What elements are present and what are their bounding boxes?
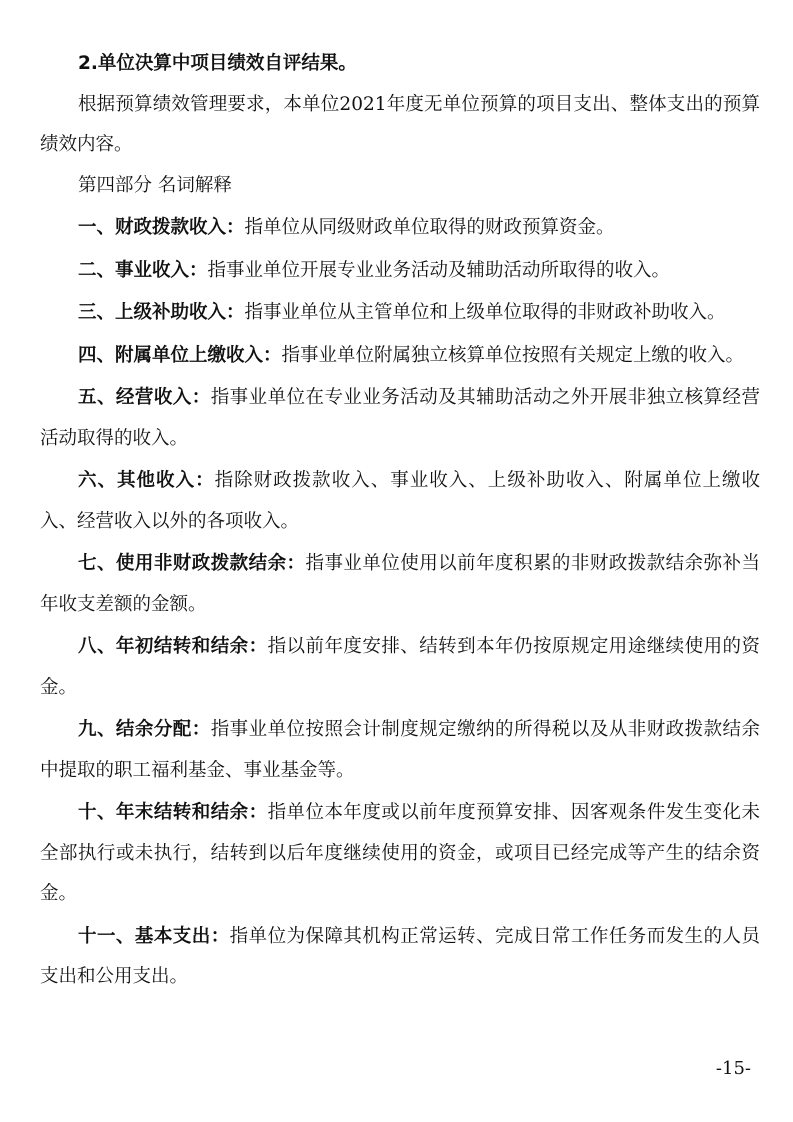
definition-item	[40, 293, 760, 334]
definition-term: 四、附属单位上缴收入：	[78, 344, 282, 366]
definition-text: 指事业单位附属独立核算单位按照有关规定上缴的收入。	[281, 344, 745, 366]
definition-item	[40, 627, 760, 708]
definition-term: 二、事业收入：	[78, 259, 208, 281]
definition-text: 指单位从同级财政单位取得的财政预算资金。	[244, 217, 615, 238]
definition-item	[40, 917, 760, 998]
definition-text: 指除财政拨款收入、事业收入、上级补助收入、附属单位上缴收入、经营收入以外的各项收入。	[40, 470, 760, 532]
part-title: 第四部分 名词解释	[78, 174, 232, 196]
definition-term: 一、财政拨款收入：	[78, 217, 245, 238]
definition-item	[40, 208, 760, 249]
document-body	[40, 44, 760, 998]
definition-text: 指事业单位按照会计制度规定缴纳的所得税以及从非财政拨款结余中提取的职工福利基金、事业基金等。	[40, 719, 760, 781]
definition-item	[40, 251, 760, 292]
definition-item	[40, 461, 760, 542]
page-number: -15-	[715, 1058, 751, 1079]
definition-text: 指单位本年度或以前年度预算安排、因客观条件发生变化未全部执行或未执行，结转到以后年度继续使用的资金，或项目已经完成等产生的结余资金。	[40, 802, 760, 904]
definition-text: 指事业单位从主管单位和上级单位取得的非财政补助收入。	[244, 302, 726, 323]
definition-text: 指事业单位使用以前年度积累的非财政拨款结余弥补当年收支差额的金额。	[40, 553, 760, 615]
definition-term: 十一、基本支出：	[78, 925, 230, 947]
definition-item	[40, 378, 760, 459]
definition-item	[40, 793, 760, 915]
definition-term: 七、使用非财政拨款结余：	[78, 553, 306, 574]
definition-text: 指单位为保障其机构正常运转、完成日常工作任务而发生的人员支出和公用支出。	[40, 925, 760, 987]
definition-item	[40, 544, 760, 625]
definition-term: 三、上级补助收入：	[78, 302, 245, 323]
definition-item	[40, 710, 760, 791]
definition-text: 指事业单位在专业业务活动及其辅助活动之外开展非独立核算经营活动取得的收入。	[40, 387, 760, 449]
definition-term: 六、其他收入：	[78, 470, 215, 491]
definition-term: 九、结余分配：	[78, 719, 211, 740]
definition-term: 五、经营收入：	[78, 387, 211, 408]
definition-item	[40, 336, 760, 377]
definition-term: 十、年末结转和结余：	[78, 802, 268, 823]
definition-text: 指以前年度安排、结转到本年仍按原规定用途继续使用的资金。	[40, 636, 760, 698]
intro-paragraph: 根据预算绩效管理要求，本单位2021年度无单位预算的项目支出、整体支出的预算绩效内容。	[40, 93, 760, 155]
section-heading: 2.单位决算中项目绩效自评结果。	[78, 53, 357, 74]
definition-text: 指事业单位开展专业业务活动及辅助活动所取得的收入。	[207, 259, 671, 281]
definition-term: 八、年初结转和结余：	[78, 636, 268, 657]
